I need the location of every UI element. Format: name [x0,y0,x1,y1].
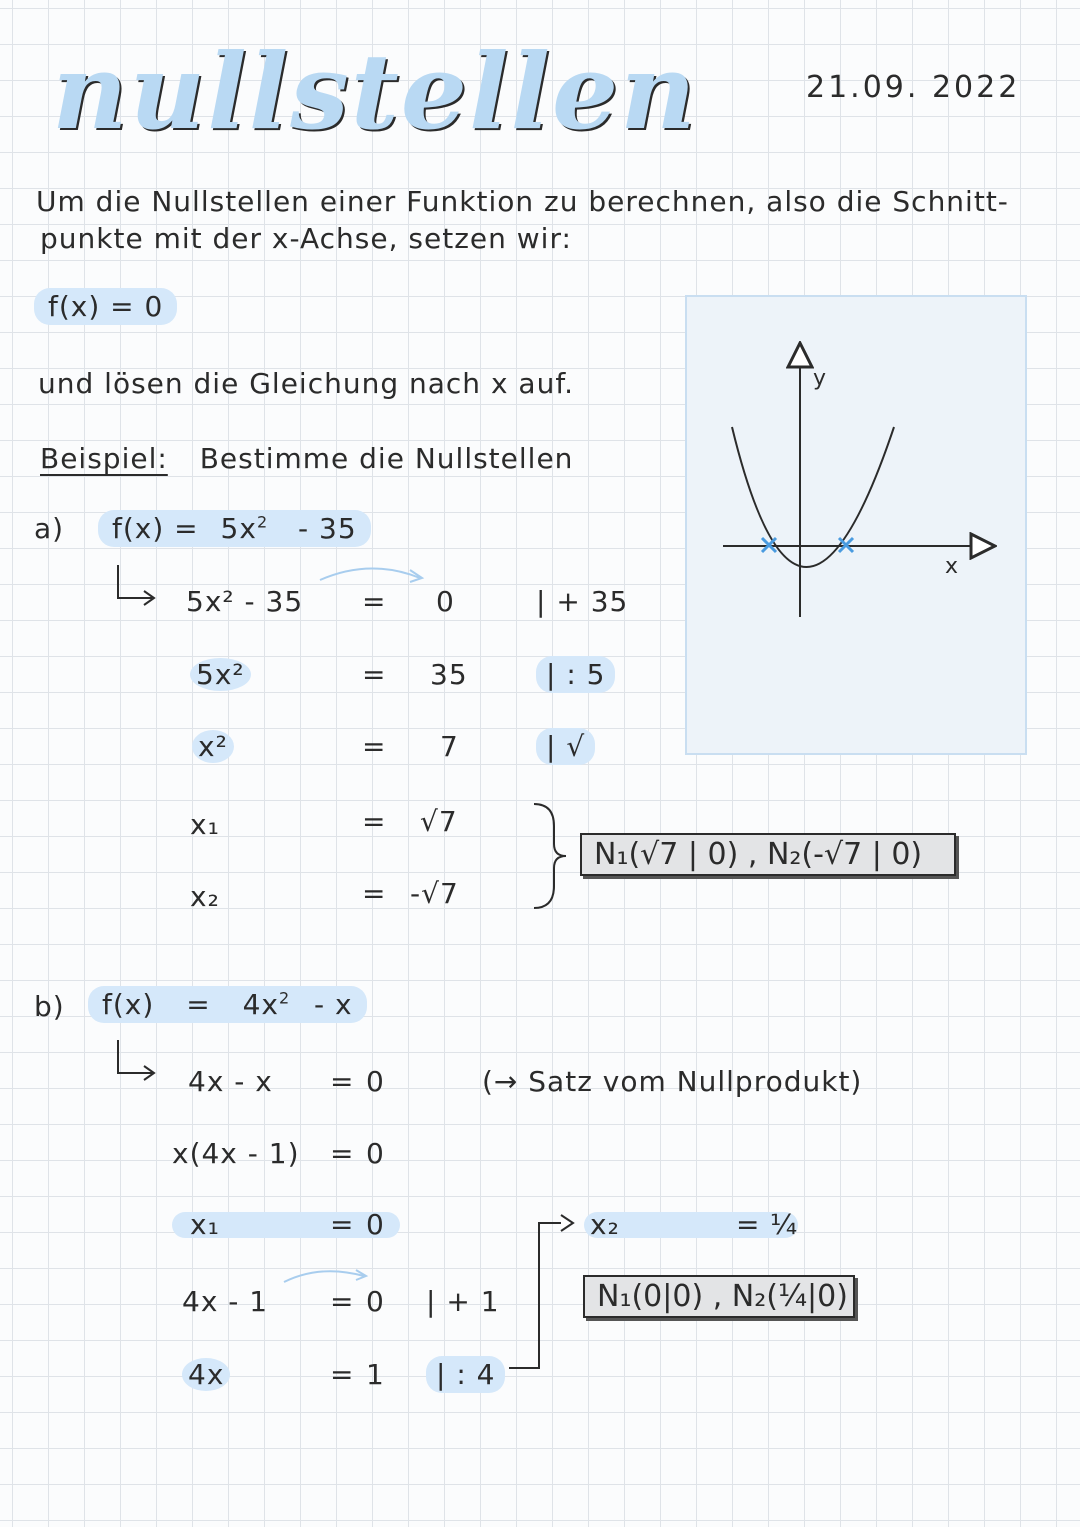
b-step-4-op: | + 1 [426,1285,500,1318]
b-step-5-eq: = [330,1358,355,1391]
b-step-4-rhs: 0 [366,1285,385,1318]
b-step-2-lhs: x(4x - 1) [172,1137,300,1170]
a-step-1-op: | + 35 [536,585,629,618]
a-step-2-rhs: 35 [430,658,468,691]
a-step-4-lhs: x₁ [190,808,220,841]
b-step-4-lhs: 4x - 1 [182,1285,269,1318]
part-b-function: $f(x) = 4x^2 - x$ [88,986,367,1023]
b-step-1-lhs: 4x - x [188,1065,273,1098]
a-step-2-lhs: 5x² [190,658,251,691]
b-step-5-rhs: 1 [366,1358,385,1391]
b-step-3-rhs: 0 [366,1208,385,1241]
b-step-5-lhs: 4x [182,1358,230,1391]
a-step-1-eq: = [362,585,387,618]
a-step-1-lhs: 5x² - 35 [186,585,304,618]
condition-formula: f(x) = 0 [34,288,177,325]
x-axis-label: x [945,554,959,579]
x2-lhs: x₂ [590,1208,620,1241]
part-a-function: $f(x) = 5x^2 - 35$ [98,510,371,547]
parabola-graph [687,297,1029,757]
a-step-3-op: | √ [536,728,595,765]
a-step-2-op: | : 5 [536,656,615,693]
part-b-arrow [110,1035,170,1085]
example-text: Bestimme die Nullstellen [199,442,574,475]
a-step-3-lhs: x² [192,730,234,763]
part-a-label: a) [34,512,65,545]
part-b-result-box: N₁(0|0) , N₂(¼|0) [583,1275,855,1318]
a-step-4-rhs: √7 [420,805,458,838]
example-label: Beispiel: [40,442,168,475]
y-axis-label: y [813,366,827,391]
nullprodukt-note: (→ Satz vom Nullprodukt) [482,1065,863,1098]
b-step-4-eq: = [330,1285,355,1318]
b-step-2-rhs: 0 [366,1137,385,1170]
curly-brace [528,800,568,912]
b-step-2-eq: = [330,1137,355,1170]
b-step-5-op: | : 4 [426,1356,505,1393]
graph-panel [685,295,1027,755]
b-step-3-lhs: x₁ [190,1208,220,1241]
a-step-5-lhs: x₂ [190,880,220,913]
intro-line-1: Um die Nullstellen einer Funktion zu berechnen, also die Schnitt- [36,185,1009,218]
a-step-5-eq: = [362,877,387,910]
b-step-1-rhs: 0 [366,1065,385,1098]
a-step-1-rhs: 0 [436,585,455,618]
part-a-result-box: N₁(√7 | 0) , N₂(-√7 | 0) [580,833,956,876]
a-step-5-rhs: -√7 [410,877,459,910]
a-step-2-eq: = [362,658,387,691]
intro-line-3: und lösen die Gleichung nach x auf. [38,367,575,400]
x2-eq: = [736,1208,761,1241]
b-step-1-eq: = [330,1065,355,1098]
b-step-3-eq: = [330,1208,355,1241]
intro-line-2: punkte mit der x-Achse, setzen wir: [40,222,572,255]
a-step-4-eq: = [362,805,387,838]
x2-rhs: ¼ [770,1208,799,1241]
a-step-3-rhs: 7 [440,730,459,763]
date: 21.09. 2022 [806,70,1021,105]
part-b-label: b) [34,990,65,1023]
b-connector-arrow [505,1205,585,1375]
a-step-3-eq: = [362,730,387,763]
page-title: nullstellen [52,30,698,153]
